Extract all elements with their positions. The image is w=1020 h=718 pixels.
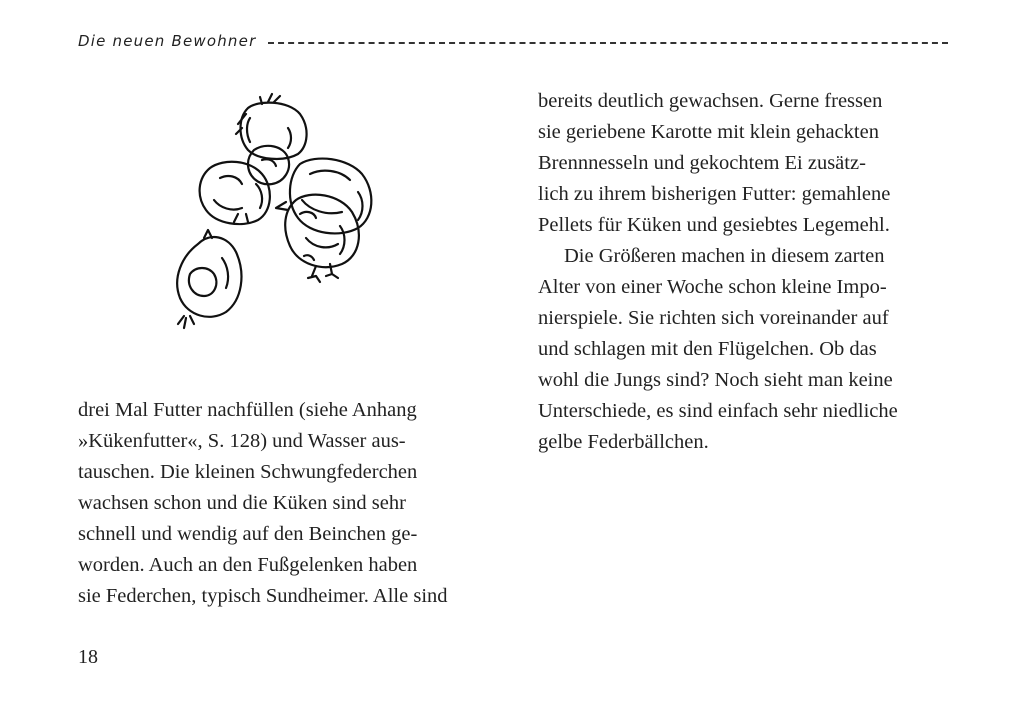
running-header [78,30,948,52]
right-paragraph-1 [538,86,958,241]
chick-sketch-top [236,94,307,159]
left-text-column [78,395,498,612]
left-paragraph [78,395,498,612]
text-line: und schlagen mit den Flügelchen. Ob das [538,338,877,360]
text-line: nierspiele. Sie richten sich voreinander auf [538,307,889,329]
text-line: Die Größeren machen in diesem zarten [564,245,885,267]
right-paragraph-2 [538,241,958,458]
chick-sketch-lower-right [276,195,359,282]
text-line: drei Mal Futter nachfüllen (siehe Anhang [78,399,417,421]
text-line: sie geriebene Karotte mit klein gehackten [538,121,879,143]
text-line: wohl die Jungs sind? Noch sieht man keine [538,369,893,391]
text-line: Alter von einer Woche schon kleine Impo- [538,276,887,298]
text-line: gelbe Federbällchen. [538,431,709,453]
chick-sketch-center [248,146,289,184]
text-line: tauschen. Die kleinen Schwungfederchen [78,461,418,483]
running-title: Die neuen Bewohner [78,32,257,50]
header-dashed-rule [268,42,948,44]
text-line: schnell und wendig auf den Beinchen ge- [78,523,418,545]
right-text-column [538,86,958,458]
chick-sketch-middle-left [200,162,270,224]
text-line: lich zu ihrem bisherigen Futter: gemahlene [538,183,891,205]
text-line: wachsen schon und die Küken sind sehr [78,492,406,514]
text-line: bereits deutlich gewachsen. Gerne fressen [538,90,883,112]
text-line: Unterschiede, es sind einfach sehr niedliche [538,400,898,422]
page-number: 18 [78,646,98,668]
chick-sketch-bottom-left [177,230,241,328]
text-line: Pellets für Küken und gesiebtes Legemehl. [538,214,890,236]
text-line: sie Federchen, typisch Sundheimer. Alle sind [78,585,448,607]
text-line: Brennnesseln und gekochtem Ei zusätz- [538,152,866,174]
chicks-sketch-icon [150,88,410,338]
text-line: »Kükenfutter«, S. 128) und Wasser aus- [78,430,406,452]
text-line: worden. Auch an den Fußgelenken haben [78,554,418,576]
